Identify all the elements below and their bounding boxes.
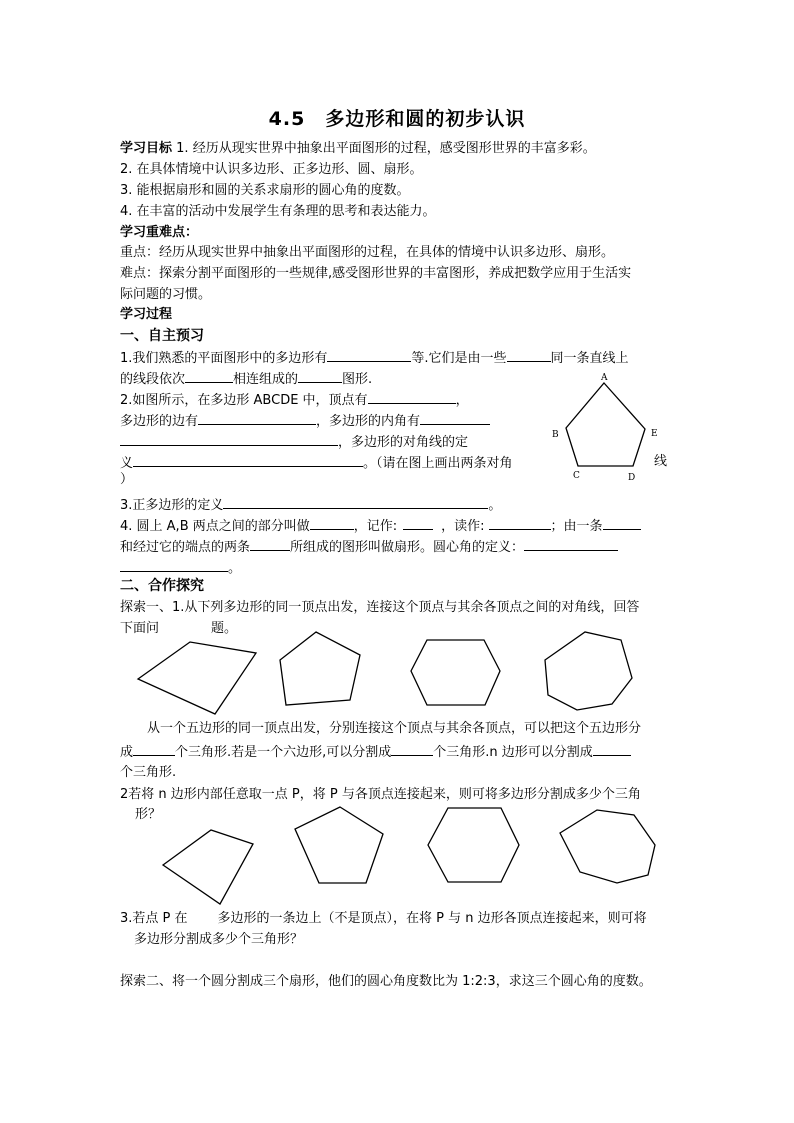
section-1-heading: 一、自主预习	[120, 328, 204, 344]
question-4-line-3: 。	[120, 557, 241, 579]
pentagon-shape	[295, 807, 383, 883]
vertex-label-d: D	[628, 473, 636, 483]
vertex-label-a: A	[601, 373, 608, 383]
hexagon-shape	[428, 808, 519, 882]
process-heading: 学习过程	[120, 307, 173, 322]
explore-1-text-2: 成 个三角形.若是一个六边形,可以分割成 个三角形.n 边形可以分割成	[120, 741, 631, 763]
objectives-heading: 学习目标	[120, 141, 173, 156]
explore-4: 探索二、将一个圆分割成三个扇形，他们的圆心角度数比为 1:2:3，求这三个圆心角的度数。	[120, 974, 652, 989]
question-2-overflow: 线	[654, 454, 668, 469]
vertex-label-e: E	[651, 429, 658, 439]
explore-3-line-2: 多边形分割成多少个三角形？	[134, 932, 304, 947]
question-2-close-paren: ）	[120, 472, 134, 487]
question-1-line-1: 1.我们熟悉的平面图形中的多边形有 等.它们是由一些 同一条直线上	[120, 347, 629, 369]
question-3: 3.正多边形的定义 。	[120, 494, 501, 516]
explore-2-line-1: 2若将 n 边形内部任意取一点 P，将 P 与各顶点连接起来，则可将多边形分割成多少个三角	[120, 787, 641, 802]
question-4-line-2: 和经过它的端点的两条 所组成的图形叫做扇形。圆心角的定义：	[120, 536, 618, 558]
objective-item: 4. 在丰富的活动中发展学生有条理的思考和表达能力。	[120, 204, 436, 219]
quadrilateral-shape	[163, 830, 253, 904]
question-1-line-2: 的线段依次 相连组成的 图形.	[120, 368, 372, 390]
difficult-point-cont: 际问题的习惯。	[120, 287, 212, 302]
explore-1-text-1: 从一个五边形的同一顶点出发，分别连接这个顶点与其余各顶点，可以把这个五边形分	[147, 721, 642, 736]
section-2-heading: 二、合作探究	[120, 578, 204, 594]
question-2-line-1: 2.如图所示，在多边形 ABCDE 中，顶点有 ，	[120, 389, 469, 411]
explore-1-line-1: 探索一、1.从下列多边形的同一顶点出发，连接这个顶点与其余各顶点之间的对角线，回答	[120, 600, 640, 615]
explore-2-line-2: 形？	[135, 807, 162, 822]
objective-item: 2. 在具体情境中认识多边形、正多边形、圆、扇形。	[120, 162, 423, 177]
heptagon-shape	[560, 810, 655, 883]
question-4-line-1: 4. 圆上 A,B 两点之间的部分叫做 ，记作: ，读作: ；由一条	[120, 515, 641, 537]
question-2-line-3: ，多边形的对角线的定	[120, 431, 468, 453]
difficult-point: 难点：探索分割平面图形的一些规律,感受图形世界的丰富图形，养成把数学应用于生活实	[120, 266, 632, 281]
keypoints-heading: 学习重难点：	[120, 225, 199, 240]
objective-item: 1. 经历从现实世界中抽象出平面图形的过程，感受图形世界的丰富多彩。	[176, 141, 596, 156]
explore-3-line-1: 3.若点 P 在 多边形的一条边上（不是顶点），在将 P 与 n 边形各顶点连接起来，则可将	[120, 911, 647, 926]
page-title: 4.5 多边形和圆的初步认识	[268, 108, 526, 130]
explore-1-line-2: 下面问 题。	[120, 621, 238, 636]
key-point: 重点：经历从现实世界中抽象出平面图形的过程，在具体的情境中认识多边形、扇形。	[120, 245, 615, 260]
vertex-label-b: B	[552, 430, 559, 440]
explore-1-text-3: 个三角形.	[120, 765, 177, 780]
question-2-line-2: 多边形的边有 ，多边形的内角有	[120, 410, 490, 432]
objective-item: 3. 能根据扇形和圆的关系求扇形的圆心角的度数。	[120, 183, 410, 198]
vertex-label-c: C	[573, 471, 580, 481]
question-2-line-4: 义 。（请在图上画出两条对角	[120, 452, 513, 474]
